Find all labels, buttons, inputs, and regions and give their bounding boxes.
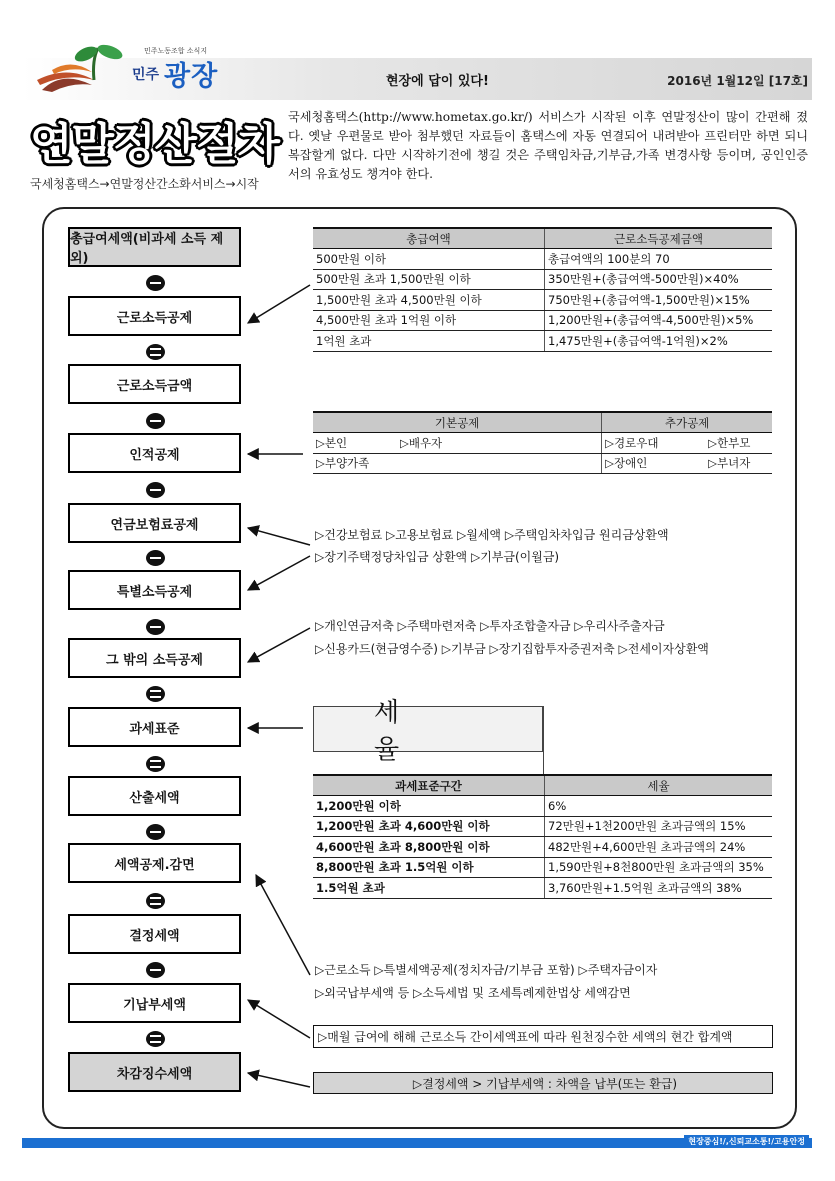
header-slogan: 현장에 답이 있다!: [386, 74, 489, 89]
logo-minju-text: 민주: [132, 67, 160, 83]
table-cell: ▷경로우대: [602, 433, 706, 454]
table-cell: 500만원 초과 1,500만원 이하: [313, 269, 545, 290]
flow-box-earned-income-amount: 근로소득금액: [68, 364, 241, 404]
table-cell: 4,600만원 초과 8,800만원 이하: [313, 837, 545, 858]
table-row: [313, 453, 772, 474]
table-cell: 1억원 초과: [313, 331, 545, 352]
table-cell: 482만원+4,600만원 초과금액의 24%: [545, 837, 773, 858]
table-cell: 1,590만원+8천800만원 초과금액의 35%: [545, 857, 773, 878]
table-cell: 1,200만원 이하: [313, 796, 545, 817]
table-cell: ▷본인: [313, 433, 397, 454]
table-row: [313, 290, 772, 311]
equals-operator-icon: [146, 893, 165, 909]
table-cell: 1,200만원 초과 4,600만원 이하: [313, 816, 545, 837]
footer-slogan: 현장중심!/,신뢰교소통!/고용안정: [684, 1135, 809, 1148]
minus-operator-icon: [146, 413, 165, 429]
table-cell: ▷장애인: [602, 453, 706, 474]
other-deduction-items-line1: ▷개인연금저축 ▷주택마련저축 ▷투자조합출자금 ▷우리사주출자금: [315, 619, 665, 633]
final-tax-note: ▷결정세액 > 기납부세액 : 차액을 납부(또는 환급): [313, 1072, 773, 1094]
minus-operator-icon: [146, 962, 165, 978]
table-cell: 500만원 이하: [313, 249, 545, 270]
minus-operator-icon: [146, 550, 165, 566]
table-row: [313, 269, 772, 290]
tax-rate-divider: [543, 706, 544, 774]
equals-operator-icon: [146, 686, 165, 702]
table-cell: 6%: [545, 796, 773, 817]
page-title: 연말정산절차: [30, 119, 280, 170]
flow-box-special-income-deduction: 특별소득공제: [68, 570, 241, 610]
table-cell: 총급여액의 100분의 70: [545, 249, 773, 270]
table-header: 세율: [545, 775, 773, 796]
newsletter-logo: [32, 40, 232, 100]
table-header: 과세표준구간: [313, 775, 545, 796]
table-row: [313, 310, 772, 331]
table-header: 추가공제: [602, 412, 772, 433]
table-header: 근로소득공제금액: [545, 228, 773, 249]
table-header-row: [313, 228, 772, 249]
table-cell: 3,760만원+1.5억원 초과금액의 38%: [545, 878, 773, 899]
table-header: 기본공제: [313, 412, 602, 433]
flow-box-final-tax: 차감징수세액: [68, 1052, 241, 1092]
table-cell: 1,500만원 초과 4,500만원 이하: [313, 290, 545, 311]
table-row: [313, 878, 772, 899]
table-cell: ▷부양가족: [313, 453, 397, 474]
flow-box-pension-deduction: 연금보험료공제: [68, 503, 241, 543]
table-row: [313, 249, 772, 270]
table-row: [313, 837, 772, 858]
equals-operator-icon: [146, 344, 165, 360]
flow-box-earned-income-deduction: 근로소득공제: [68, 296, 241, 336]
table-header-row: [313, 775, 772, 796]
table-row: [313, 331, 772, 352]
table-cell: 72만원+1천200만원 초과금액의 15%: [545, 816, 773, 837]
minus-operator-icon: [146, 275, 165, 291]
tax-credit-items-line1: ▷근로소득 ▷특별세액공제(정치자금/기부금 포함) ▷주택자금이자: [315, 963, 658, 977]
tax-credit-items-line2: ▷외국납부세액 등 ▷소득세법 및 조세특례제한법상 세액감면: [315, 986, 631, 1000]
table-cell: ▷배우자: [397, 433, 602, 454]
flow-box-prepaid-tax: 기납부세액: [68, 983, 241, 1023]
table-cell: 4,500만원 초과 1억원 이하: [313, 310, 545, 331]
table-row: [313, 796, 772, 817]
table-cell: ▷부녀자: [705, 453, 772, 474]
tax-rate-table: [313, 774, 772, 899]
earned-income-deduction-table: [313, 227, 772, 352]
equals-operator-icon: [146, 1031, 165, 1047]
other-deduction-items-line2: ▷신용카드(현금영수증) ▷기부금 ▷장기집합투자증권저축 ▷전세이자상환액: [315, 642, 709, 656]
flow-box-gross-salary: 총급여세액(비과세 소득 제외): [68, 227, 241, 267]
logo-small-text: 민주노동조합 소식지: [144, 47, 208, 55]
tax-rate-title: 세 율: [313, 706, 543, 752]
flow-box-personal-deduction: 인적공제: [68, 433, 241, 473]
flow-box-tax-credit: 세액공제.감면: [68, 843, 241, 883]
table-row: [313, 433, 772, 454]
logo-main-text: 광장: [164, 61, 219, 92]
table-row: [313, 816, 772, 837]
flow-box-calculated-tax: 산출세액: [68, 776, 241, 816]
sprout-logo-icon: [32, 40, 132, 100]
table-cell: 8,800만원 초과 1.5억원 이하: [313, 857, 545, 878]
prepaid-tax-note: ▷매월 급여에 해해 근로소득 간이세액표에 따라 원천징수한 세액의 현간 합계액: [313, 1025, 773, 1048]
intro-paragraph: 국세청홈택스(http://www.hometax.go.kr/) 서비스가 시작된 이후 연말정산이 많이 간편해 졌다. 옛날 우편물로 받아 첨부했던 자료들이 홈택스에 자동 연결되어 내려받아 프린터만 하면 되니 복잡할게 없다. 다만 시작하기전에 챙길 것은 주택임차금,기부금,가족 변경사항 등이며, 공인인증서의 유효성도 챙겨야 한다.: [288, 110, 808, 181]
special-deduction-items-line1: ▷건강보험료 ▷고용보험료 ▷월세액 ▷주택임차차입금 원리금상환액: [315, 528, 669, 542]
table-cell: 750만원+(총급여액-1,500만원)×15%: [545, 290, 773, 311]
table-cell: 1,475만원+(총급여액-1억원)×2%: [545, 331, 773, 352]
equals-operator-icon: [146, 756, 165, 772]
flow-box-other-income-deduction: 그 밖의 소득공제: [68, 638, 241, 678]
table-cell: 1.5억원 초과: [313, 878, 545, 899]
minus-operator-icon: [146, 619, 165, 635]
page-subtitle: 국세청홈택스→연말정산간소화서비스→시작: [30, 177, 259, 191]
table-cell: ▷한부모: [705, 433, 772, 454]
table-row: [313, 857, 772, 878]
special-deduction-items-line2: ▷장기주택정당차입금 상환액 ▷기부금(이월금): [315, 550, 560, 564]
minus-operator-icon: [146, 824, 165, 840]
table-cell: 1,200만원+(총급여액-4,500만원)×5%: [545, 310, 773, 331]
header-bar: [22, 40, 812, 100]
table-header-row: [313, 412, 772, 433]
table-header: 총급여액: [313, 228, 545, 249]
minus-operator-icon: [146, 482, 165, 498]
table-cell: [397, 453, 602, 474]
flow-box-tax-base: 과세표준: [68, 707, 241, 747]
personal-deduction-table: [313, 411, 772, 474]
table-cell: 350만원+(총급여액-500만원)×40%: [545, 269, 773, 290]
flow-box-determined-tax: 결정세액: [68, 914, 241, 954]
issue-date: 2016년 1월12일 [17호]: [667, 74, 808, 88]
